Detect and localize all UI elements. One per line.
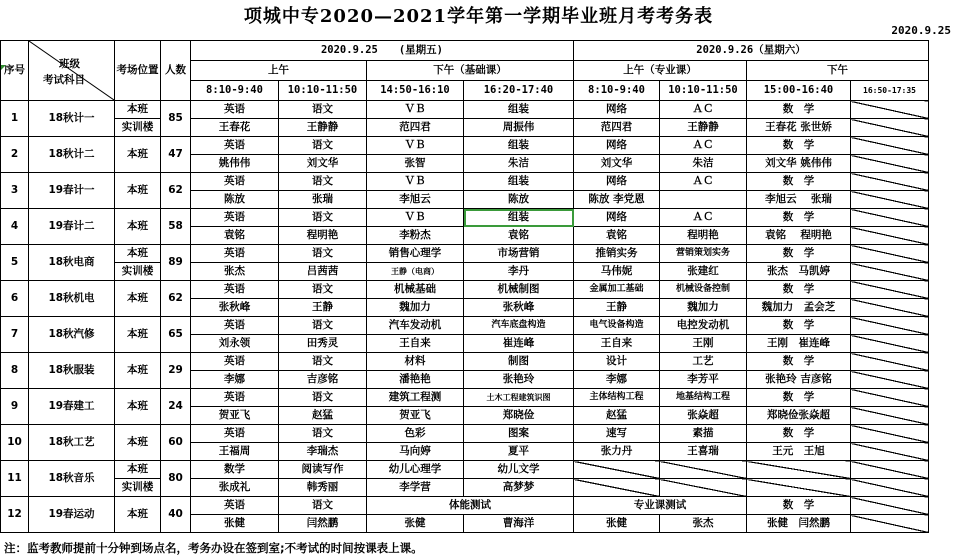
empty-slot — [851, 353, 929, 371]
empty-slot — [851, 425, 929, 443]
header-class-subject — [29, 41, 115, 101]
teacher-cell: 曹海洋 — [464, 515, 574, 533]
header-day2: 2020.9.26（星期六） — [574, 41, 929, 61]
subject-cell: 推销实务 — [574, 245, 660, 263]
student-count: 58 — [161, 209, 191, 245]
teacher-cell: 闫然鹏 — [279, 515, 367, 533]
empty-slot — [851, 209, 929, 227]
room-location: 本班 — [115, 425, 161, 461]
teacher-cell: 刘文华 — [574, 155, 660, 173]
subject-cell: 制图 — [464, 353, 574, 371]
row-number: 6 — [1, 281, 29, 317]
subject-cell: 数 学 — [747, 101, 851, 119]
header-count: 人数 — [161, 41, 191, 101]
subject-cell: 营销策划实务 — [660, 245, 747, 263]
teacher-cell: 高梦梦 — [464, 479, 574, 497]
subject-cell: 语文 — [279, 173, 367, 191]
subject-cell: ＡＣ — [660, 173, 747, 191]
teacher-cell: 王春花 张世娇 — [747, 119, 851, 137]
empty-slot — [851, 191, 929, 209]
header-day2-pm: 下午 — [747, 61, 929, 81]
teacher-cell: 刘文华 — [279, 155, 367, 173]
subject-cell: ＶＢ — [367, 137, 464, 155]
teacher-cell: 程明艳 — [279, 227, 367, 245]
subject-cell: 组装 — [464, 101, 574, 119]
teacher-cell: 李芳平 — [660, 371, 747, 389]
subject-cell: ＶＢ — [367, 101, 464, 119]
subject-cell: 组装 — [464, 209, 574, 227]
student-count: 62 — [161, 173, 191, 209]
time-slot: 15:00-16:40 — [747, 81, 851, 101]
teacher-cell: 王自来 — [367, 335, 464, 353]
subject-cell: 数 学 — [747, 137, 851, 155]
empty-slot — [851, 137, 929, 155]
header-day2-am: 上午（专业课） — [574, 61, 747, 81]
room-location: 本班 — [115, 461, 161, 479]
subject-cell: 英语 — [191, 209, 279, 227]
teacher-cell: 陈放 李党恩 — [574, 191, 660, 209]
room-location: 本班 — [115, 137, 161, 173]
subject-cell: 语文 — [279, 281, 367, 299]
student-count: 85 — [161, 101, 191, 137]
student-count: 89 — [161, 245, 191, 281]
subject-cell: 设计 — [574, 353, 660, 371]
teacher-cell: 张秋峰 — [191, 299, 279, 317]
student-count: 40 — [161, 497, 191, 533]
subject-cell: ＡＣ — [660, 209, 747, 227]
teacher-cell: 崔连峰 — [464, 335, 574, 353]
room-location: 本班 — [115, 497, 161, 533]
teacher-cell: 程明艳 — [660, 227, 747, 245]
teacher-cell: 吕茜茜 — [279, 263, 367, 281]
subject-cell: 素描 — [660, 425, 747, 443]
print-date: 2020.9.25 — [891, 24, 951, 37]
exam-schedule-table — [0, 40, 929, 533]
class-name: 18秋电商 — [29, 245, 115, 281]
teacher-cell: 陈放 — [191, 191, 279, 209]
row-number: 5 — [1, 245, 29, 281]
subject-cell: ＡＣ — [660, 137, 747, 155]
empty-slot — [851, 299, 929, 317]
subject-cell: 网络 — [574, 209, 660, 227]
teacher-cell: 王静（电商） — [367, 263, 464, 281]
teacher-cell: 夏平 — [464, 443, 574, 461]
teacher-cell: 魏加力 — [367, 299, 464, 317]
empty-slot — [851, 371, 929, 389]
subject-cell: 语文 — [279, 425, 367, 443]
subject-cell: 英语 — [191, 281, 279, 299]
class-name: 19春计二 — [29, 209, 115, 245]
teacher-cell: 张建红 — [660, 263, 747, 281]
subject-cell: 地基结构工程 — [660, 389, 747, 407]
room-location: 本班 — [115, 281, 161, 317]
class-name: 19春运动 — [29, 497, 115, 533]
subject-cell: 语文 — [279, 497, 367, 515]
teacher-cell: 张瑞 — [279, 191, 367, 209]
subject-cell: 建筑工程测 — [367, 389, 464, 407]
teacher-cell: 李旭云 — [367, 191, 464, 209]
header-subject: 考试科目 — [43, 74, 85, 86]
header-day1: 2020.9.25 (星期五) — [191, 41, 574, 61]
empty-slot — [747, 479, 851, 497]
subject-cell: 数 学 — [747, 497, 851, 515]
subject-cell: 网络 — [574, 101, 660, 119]
header-day1-pm: 下午（基础课） — [367, 61, 574, 81]
subject-cell: 电气设备构造 — [574, 317, 660, 335]
teacher-cell: 潘艳艳 — [367, 371, 464, 389]
subject-cell: 数 学 — [747, 281, 851, 299]
teacher-cell: 李丹 — [464, 263, 574, 281]
room-location: 实训楼 — [115, 119, 161, 137]
teacher-cell: 朱洁 — [464, 155, 574, 173]
class-name: 18秋音乐 — [29, 461, 115, 497]
time-slot: 10:10-11:50 — [279, 81, 367, 101]
teacher-cell: 贺亚飞 — [367, 407, 464, 425]
room-location: 本班 — [115, 353, 161, 389]
header-seq: 序号 — [1, 41, 29, 101]
subject-cell: 数 学 — [747, 389, 851, 407]
empty-slot — [851, 227, 929, 245]
teacher-cell: 李娜 — [191, 371, 279, 389]
teacher-cell: 王刚 崔连峰 — [747, 335, 851, 353]
subject-cell: 图案 — [464, 425, 574, 443]
time-slot: 8:10-9:40 — [574, 81, 660, 101]
subject-cell: 英语 — [191, 317, 279, 335]
subject-cell: 材料 — [367, 353, 464, 371]
teacher-cell: 范四君 — [574, 119, 660, 137]
subject-cell: 色彩 — [367, 425, 464, 443]
time-slot: 16:20-17:40 — [464, 81, 574, 101]
subject-cell: 汽车发动机 — [367, 317, 464, 335]
room-location: 本班 — [115, 317, 161, 353]
subject-cell: 英语 — [191, 425, 279, 443]
room-location: 本班 — [115, 389, 161, 425]
subject-cell: 英语 — [191, 137, 279, 155]
subject-cell: 机械制图 — [464, 281, 574, 299]
teacher-cell: 张智 — [367, 155, 464, 173]
subject-cell: 数 学 — [747, 173, 851, 191]
teacher-cell: 郑晓俭 — [464, 407, 574, 425]
subject-cell: 网络 — [574, 173, 660, 191]
room-location: 本班 — [115, 173, 161, 209]
subject-cell: 英语 — [191, 173, 279, 191]
subject-cell: 市场营销 — [464, 245, 574, 263]
empty-slot — [660, 461, 747, 479]
subject-cell: 机械基础 — [367, 281, 464, 299]
teacher-cell: 张健 — [191, 515, 279, 533]
subject-cell: 幼儿心理学 — [367, 461, 464, 479]
teacher-cell: 王元 王旭 — [747, 443, 851, 461]
teacher-cell: 张焱超 — [660, 407, 747, 425]
row-number: 11 — [1, 461, 29, 497]
student-count: 24 — [161, 389, 191, 425]
empty-slot — [851, 335, 929, 353]
subject-cell: 机械设备控制 — [660, 281, 747, 299]
teacher-cell: 田秀灵 — [279, 335, 367, 353]
row-number: 12 — [1, 497, 29, 533]
student-count: 80 — [161, 461, 191, 497]
teacher-cell: 马伟妮 — [574, 263, 660, 281]
footer-note: 注：监考教师提前十分钟到场点名，考务办设在签到室;不考试的时间按课表上课。 — [4, 541, 423, 555]
time-slot: 14:50-16:10 — [367, 81, 464, 101]
empty-slot — [851, 155, 929, 173]
teacher-cell: 袁铭 — [574, 227, 660, 245]
student-count: 47 — [161, 137, 191, 173]
subject-cell: 英语 — [191, 245, 279, 263]
empty-slot — [851, 245, 929, 263]
subject-cell: 组装 — [464, 137, 574, 155]
subject-cell: 语文 — [279, 389, 367, 407]
time-slot: 10:10-11:50 — [660, 81, 747, 101]
subject-cell: ＶＢ — [367, 173, 464, 191]
teacher-cell: 李旭云 张瑞 — [747, 191, 851, 209]
student-count: 62 — [161, 281, 191, 317]
teacher-cell: 赵猛 — [574, 407, 660, 425]
teacher-cell: 王静静 — [279, 119, 367, 137]
teacher-cell: 袁铭 程明艳 — [747, 227, 851, 245]
room-location: 本班 — [115, 245, 161, 263]
teacher-cell: 刘永领 — [191, 335, 279, 353]
subject-cell: 英语 — [191, 101, 279, 119]
empty-slot — [851, 407, 929, 425]
subject-cell: 体能测试 — [367, 497, 574, 515]
header-room: 考场位置 — [115, 41, 161, 101]
row-number: 2 — [1, 137, 29, 173]
teacher-cell: 张艳玲 吉彦铭 — [747, 371, 851, 389]
empty-slot — [574, 479, 660, 497]
subject-cell: 销售心理学 — [367, 245, 464, 263]
empty-slot — [851, 461, 929, 479]
teacher-cell: 郑晓俭张焱超 — [747, 407, 851, 425]
subject-cell: 数 学 — [747, 245, 851, 263]
subject-cell: ＶＢ — [367, 209, 464, 227]
class-name: 18秋汽修 — [29, 317, 115, 353]
teacher-cell: 魏加力 孟会芝 — [747, 299, 851, 317]
subject-cell: 电控发动机 — [660, 317, 747, 335]
time-slot: 16:50-17:35 — [851, 81, 929, 101]
subject-cell: 数 学 — [747, 353, 851, 371]
teacher-cell: 陈放 — [464, 191, 574, 209]
subject-cell: 语文 — [279, 317, 367, 335]
empty-slot — [851, 497, 929, 515]
class-name: 19春建工 — [29, 389, 115, 425]
empty-slot — [851, 317, 929, 335]
teacher-cell: 贺亚飞 — [191, 407, 279, 425]
row-number: 9 — [1, 389, 29, 425]
subject-cell: 金属加工基础 — [574, 281, 660, 299]
class-name: 18秋机电 — [29, 281, 115, 317]
room-location: 本班 — [115, 101, 161, 119]
header-day1-am: 上午 — [191, 61, 367, 81]
teacher-cell: 张健 闫然鹏 — [747, 515, 851, 533]
teacher-cell: 王静 — [279, 299, 367, 317]
class-name: 18秋服装 — [29, 353, 115, 389]
row-number: 1 — [1, 101, 29, 137]
empty-slot — [851, 173, 929, 191]
empty-slot — [574, 461, 660, 479]
empty-slot — [851, 479, 929, 497]
row-number: 3 — [1, 173, 29, 209]
student-count: 60 — [161, 425, 191, 461]
class-name: 18秋工艺 — [29, 425, 115, 461]
subject-cell: 语文 — [279, 101, 367, 119]
time-slot: 8:10-9:40 — [191, 81, 279, 101]
teacher-cell: 王静 — [574, 299, 660, 317]
teacher-cell: 张杰 — [660, 515, 747, 533]
student-count: 65 — [161, 317, 191, 353]
subject-cell: 语文 — [279, 245, 367, 263]
empty-slot — [851, 389, 929, 407]
teacher-cell: 王自来 — [574, 335, 660, 353]
subject-cell: 英语 — [191, 389, 279, 407]
room-location: 本班 — [115, 209, 161, 245]
student-count: 29 — [161, 353, 191, 389]
subject-cell: 幼儿文学 — [464, 461, 574, 479]
teacher-cell: 张成礼 — [191, 479, 279, 497]
teacher-cell: 王喜瑞 — [660, 443, 747, 461]
subject-cell: 数学 — [191, 461, 279, 479]
subject-cell: 组装 — [464, 173, 574, 191]
teacher-cell: 吉彦铭 — [279, 371, 367, 389]
empty-slot — [851, 101, 929, 119]
teacher-cell — [660, 191, 747, 209]
subject-cell: 主体结构工程 — [574, 389, 660, 407]
subject-cell: ＡＣ — [660, 101, 747, 119]
teacher-cell: 魏加力 — [660, 299, 747, 317]
room-location: 实训楼 — [115, 263, 161, 281]
teacher-cell: 王刚 — [660, 335, 747, 353]
header-class: 班级 — [59, 58, 80, 70]
empty-slot — [660, 479, 747, 497]
subject-cell: 语文 — [279, 353, 367, 371]
teacher-cell: 张杰 — [191, 263, 279, 281]
teacher-cell: 张力丹 — [574, 443, 660, 461]
teacher-cell: 李学营 — [367, 479, 464, 497]
empty-slot — [851, 119, 929, 137]
teacher-cell: 王春花 — [191, 119, 279, 137]
class-name: 18秋计一 — [29, 101, 115, 137]
row-number: 7 — [1, 317, 29, 353]
row-number: 10 — [1, 425, 29, 461]
empty-slot — [851, 263, 929, 281]
room-location: 实训楼 — [115, 479, 161, 497]
class-name: 18秋计二 — [29, 137, 115, 173]
empty-slot — [747, 461, 851, 479]
subject-cell: 网络 — [574, 137, 660, 155]
teacher-cell: 韩秀丽 — [279, 479, 367, 497]
row-number: 4 — [1, 209, 29, 245]
teacher-cell: 朱洁 — [660, 155, 747, 173]
teacher-cell: 张健 — [574, 515, 660, 533]
empty-slot — [851, 443, 929, 461]
teacher-cell: 张秋峰 — [464, 299, 574, 317]
subject-cell: 工艺 — [660, 353, 747, 371]
subject-cell: 数 学 — [747, 317, 851, 335]
teacher-cell: 马向婷 — [367, 443, 464, 461]
row-number: 8 — [1, 353, 29, 389]
subject-cell: 数 学 — [747, 425, 851, 443]
subject-cell: 英语 — [191, 497, 279, 515]
teacher-cell: 周振伟 — [464, 119, 574, 137]
teacher-cell: 张健 — [367, 515, 464, 533]
subject-cell: 语文 — [279, 209, 367, 227]
teacher-cell: 袁铭 — [191, 227, 279, 245]
teacher-cell: 李娜 — [574, 371, 660, 389]
subject-cell: 阅读写作 — [279, 461, 367, 479]
teacher-cell: 张杰 马凯婷 — [747, 263, 851, 281]
subject-cell: 专业课测试 — [574, 497, 747, 515]
subject-cell: 数 学 — [747, 209, 851, 227]
teacher-cell: 姚伟伟 — [191, 155, 279, 173]
teacher-cell: 王静静 — [660, 119, 747, 137]
teacher-cell: 赵猛 — [279, 407, 367, 425]
empty-slot — [851, 281, 929, 299]
class-name: 19春计一 — [29, 173, 115, 209]
subject-cell: 土木工程建筑识图 — [464, 389, 574, 407]
teacher-cell: 张艳玲 — [464, 371, 574, 389]
teacher-cell: 刘文华 姚伟伟 — [747, 155, 851, 173]
teacher-cell: 李瑞杰 — [279, 443, 367, 461]
subject-cell: 汽车底盘构造 — [464, 317, 574, 335]
teacher-cell: 王福周 — [191, 443, 279, 461]
subject-cell: 语文 — [279, 137, 367, 155]
subject-cell: 速写 — [574, 425, 660, 443]
empty-slot — [851, 515, 929, 533]
page-title: 项城中专2020—2021学年第一学期毕业班月考考务表 — [243, 6, 714, 27]
teacher-cell: 范四君 — [367, 119, 464, 137]
subject-cell: 英语 — [191, 353, 279, 371]
teacher-cell: 李粉杰 — [367, 227, 464, 245]
teacher-cell: 袁铭 — [464, 227, 574, 245]
